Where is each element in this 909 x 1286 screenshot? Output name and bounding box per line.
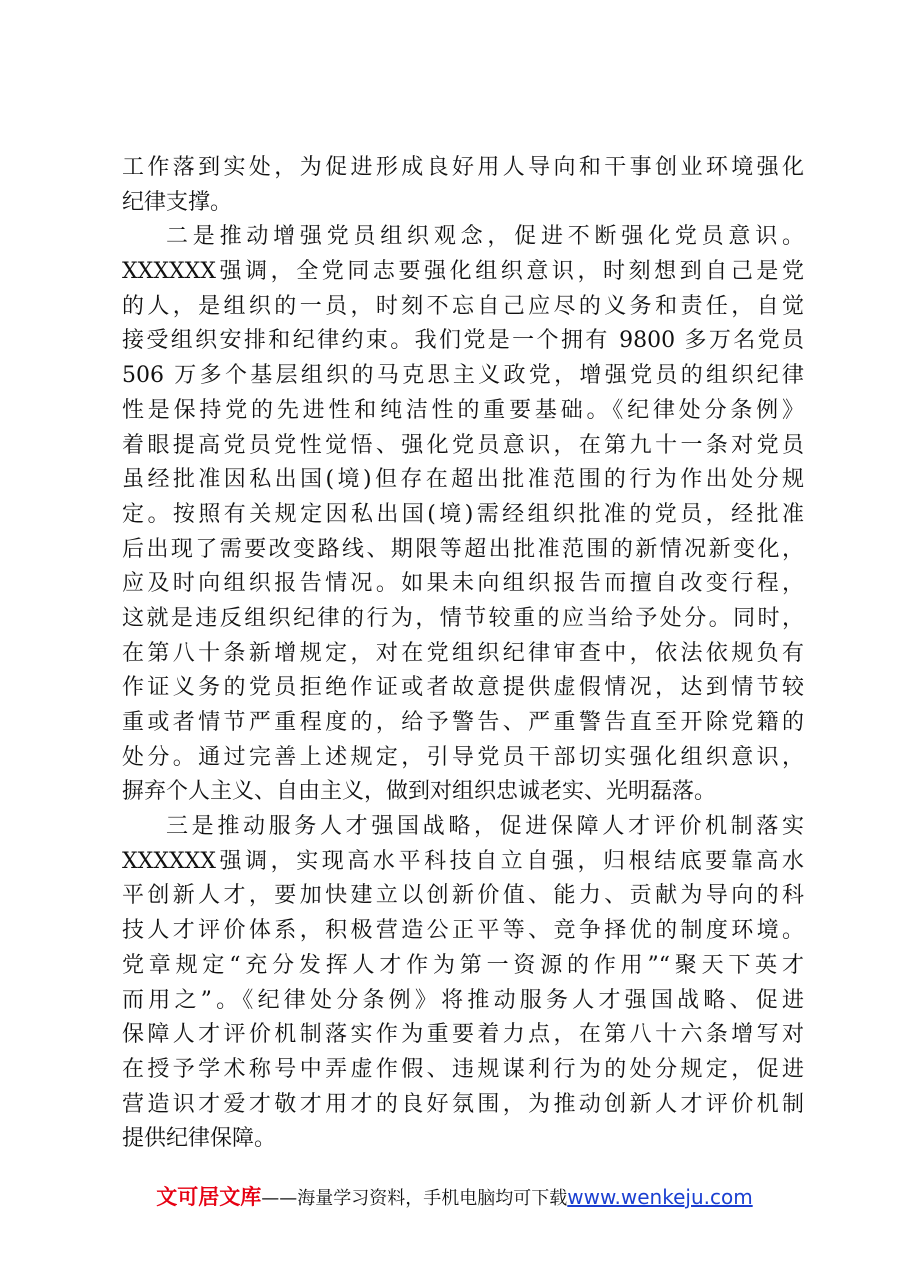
paragraph-line: 虽经批准因私出国(境)但存在超出批准范围的行为作出处分规 — [122, 467, 804, 493]
website-link[interactable]: www.wenkeju.com — [567, 1185, 753, 1209]
footer-tagline: ——海量学习资料，手机电脑均可下载 — [261, 1188, 568, 1209]
paragraph-line: 接受组织安排和纪律约束。我们党是一个拥有 9800 多万名党员 — [122, 328, 804, 354]
paragraph-line: 保障人才评价机制落实作为重要着力点，在第八十六条增写对 — [122, 1022, 804, 1048]
paragraph-line: 工作落到实处，为促进形成良好用人导向和干事创业环境强化 — [122, 155, 804, 180]
paragraph-line: 后出现了需要改变路线、期限等超出批准范围的新情况新变化， — [122, 536, 804, 562]
paragraph-line: 处分。通过完善上述规定，引导党员干部切实强化组织意识， — [122, 744, 804, 770]
paragraph-line: 党章规定“充分发挥人才作为第一资源的作用”“聚天下英才 — [122, 952, 804, 978]
paragraph-line: 二是推动增强党员组织观念，促进不断强化党员意识。 — [166, 224, 804, 250]
paragraph-line: 性是保持党的先进性和纯洁性的重要基础。《纪律处分条例》 — [122, 397, 804, 423]
paragraph-line: 摒弃个人主义、自由主义，做到对组织忠诚老实、光明磊落。 — [122, 779, 717, 805]
paragraph-line: 提供纪律保障。 — [122, 1126, 277, 1152]
footer-banner — [0, 1182, 909, 1214]
paragraph-line: 的人，是组织的一员，时刻不忘自己应尽的义务和责任，自觉 — [122, 293, 804, 319]
paragraph-line: 而用之”。《纪律处分条例》将推动服务人才强国战略、促进 — [122, 987, 804, 1013]
paragraph-line: 平创新人才，要加快建立以创新价值、能力、贡献为导向的科 — [122, 883, 804, 909]
paragraph-line: 三是推动服务人才强国战略，促进保障人才评价机制落实 — [166, 814, 804, 840]
paragraph-line: 在授予学术称号中弄虚作假、违规谋利行为的处分规定，促进 — [122, 1056, 804, 1082]
paragraph-line: 应及时向组织报告情况。如果未向组织报告而擅自改变行程， — [122, 571, 804, 597]
paragraph-line: 着眼提高党员党性觉悟、强化党员意识，在第九十一条对党员 — [122, 432, 804, 458]
paragraph-line: XXXXXX强调，全党同志要强化组织意识，时刻想到自己是党 — [122, 259, 804, 285]
paragraph-line: 506 万多个基层组织的马克思主义政党，增强党员的组织纪律 — [122, 363, 804, 389]
paragraph-line: 作证义务的党员拒绝作证或者故意提供虚假情况，达到情节较 — [122, 675, 804, 701]
paragraph-line: 这就是违反组织纪律的行为，情节较重的应当给予处分。同时， — [122, 605, 804, 631]
paragraph-line: 在第八十条新增规定，对在党组织纪律审查中，依法依规负有 — [122, 640, 804, 666]
brand-name: 文可居文库 — [156, 1185, 262, 1209]
paragraph-line: 纪律支撑。 — [122, 189, 233, 215]
paragraph-line: 重或者情节严重程度的，给予警告、严重警告直至开除党籍的 — [122, 710, 804, 735]
paragraph-line: XXXXXX强调，实现高水平科技自立自强，归根结底要靠高水 — [122, 848, 804, 874]
paragraph-line: 营造识才爱才敬才用才的良好氛围，为推动创新人才评价机制 — [122, 1091, 804, 1117]
paragraph-line: 定。按照有关规定因私出国(境)需经组织批准的党员，经批准 — [122, 501, 804, 527]
paragraph-line: 技人才评价体系，积极营造公正平等、竞争择优的制度环境。 — [122, 918, 804, 944]
document-body — [122, 151, 804, 1157]
